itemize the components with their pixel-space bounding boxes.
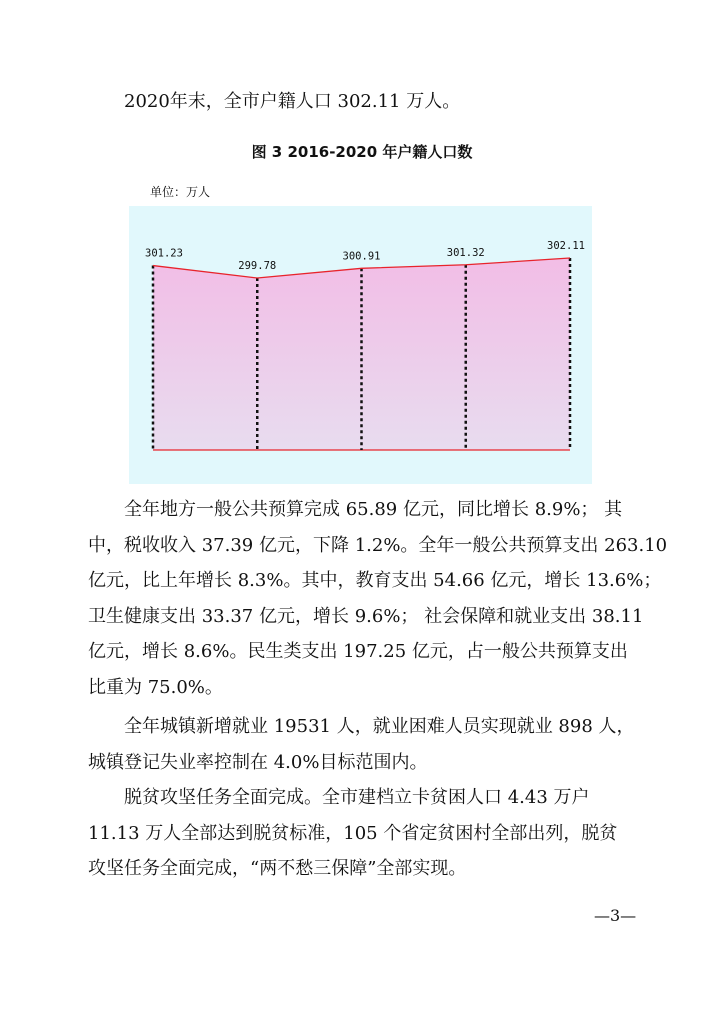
data-label-2019: 301.32 xyxy=(446,246,485,259)
data-label-2017: 299.78 xyxy=(238,260,277,272)
data-label-2020: 302.11 xyxy=(547,240,585,252)
page-number: —3— xyxy=(594,906,637,925)
population-chart xyxy=(129,206,592,484)
paragraph-3-line: 攻坚任务全面完成，“两不愁三保障”全部实现。 xyxy=(88,858,467,879)
paragraph-3-line: 11.13 万人全部达到脱贫标准，105 个省定贫困村全部出列，脱贫 xyxy=(88,822,618,844)
paragraph-1-line: 卫生健康支出 33.37 亿元，增长 9.6%； 社会保障和就业支出 38.11 xyxy=(88,605,644,627)
chart-svg xyxy=(129,206,592,484)
paragraph-2-line: 全年城镇新增就业 19531 人，就业困难人员实现就业 898 人， xyxy=(124,716,635,737)
paragraph-1-line: 亿元，增长 8.6%。民生类支出 197.25 亿元，占一般公共预算支出 xyxy=(88,641,628,662)
paragraph-2-line: 城镇登记失业率控制在 4.0%目标范围内。 xyxy=(88,751,428,773)
chart-unit-label: 单位：万人 xyxy=(150,185,211,199)
intro-text: 2020年末，全市户籍人口 302.11 万人。 xyxy=(124,91,461,112)
paragraph-1-line: 中，税收收入 37.39 亿元，下降 1.2%。全年一般公共预算支出 263.10 xyxy=(88,534,668,556)
chart-title: 图 3 2016-2020 年户籍人口数 xyxy=(251,143,473,161)
paragraph-1-line: 亿元，比上年增长 8.3%。其中，教育支出 54.66 亿元，增长 13.6%； xyxy=(88,570,662,591)
paragraph-1-line: 比重为 75.0%。 xyxy=(88,676,223,698)
paragraph-1-line: 全年地方一般公共预算完成 65.89 亿元，同比增长 8.9%； 其 xyxy=(124,499,623,520)
data-label-2016: 301.23 xyxy=(145,247,183,260)
paragraph-3-line: 脱贫攻坚任务全面完成。全市建档立卡贫困人口 4.43 万户 xyxy=(124,787,590,808)
data-label-2018: 300.91 xyxy=(342,250,381,263)
